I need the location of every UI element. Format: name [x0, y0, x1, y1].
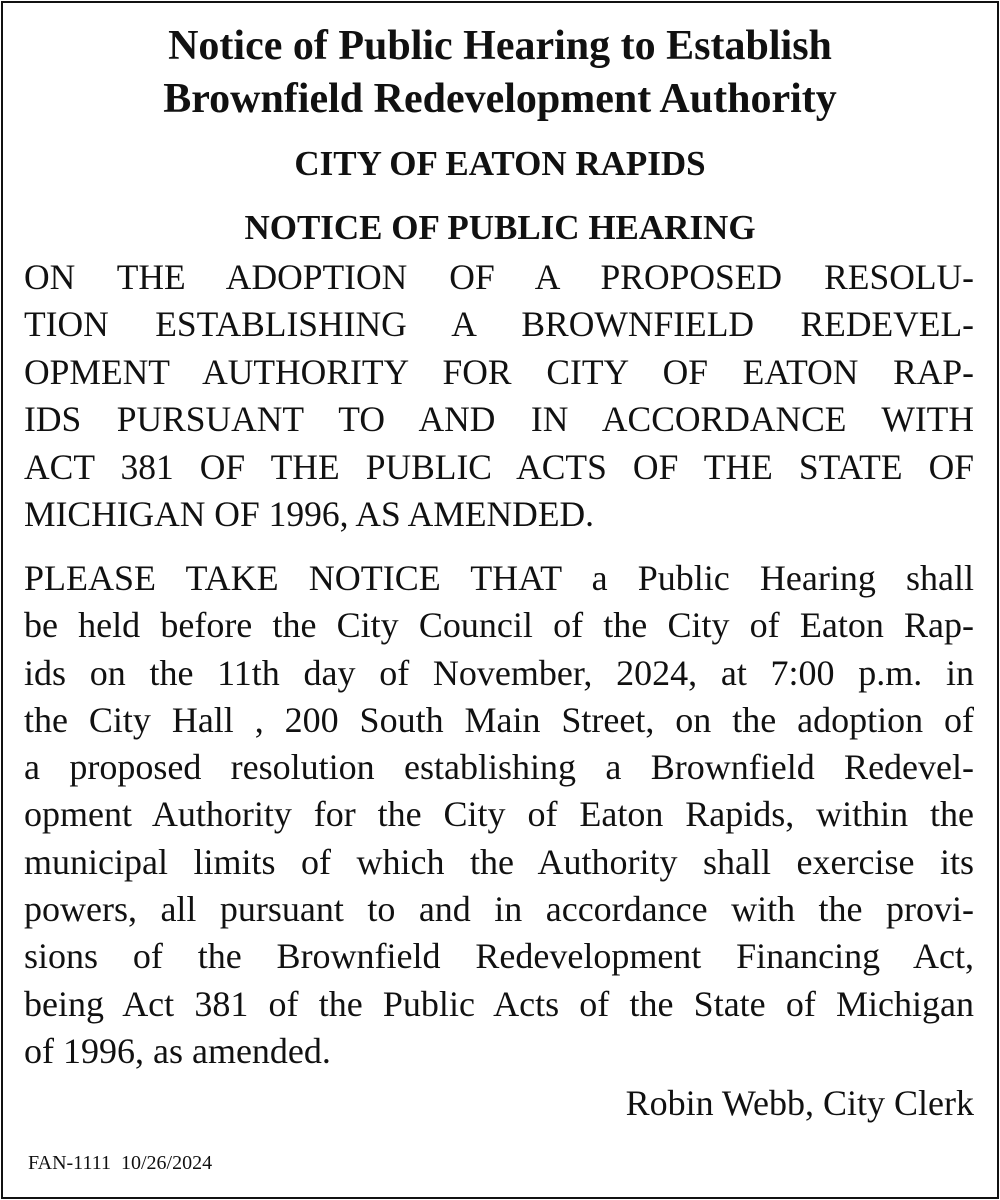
resolution-line: TION ESTABLISHING A BROWNFIELD REDEVEL- [24, 304, 974, 345]
body-line: opment Authority for the City of Eaton Rapids, within the [24, 794, 974, 835]
notice-body-paragraph [24, 555, 974, 1075]
body-line: a proposed resolution establishing a Brownfield Redevel- [24, 747, 974, 788]
body-line: ids on the 11th day of November, 2024, at 7:00 p.m. in [24, 652, 974, 693]
body-line: sions of the Brownfield Redevelopment Financing Act, [24, 936, 974, 977]
public-hearing-heading: NOTICE OF PUBLIC HEARING [244, 208, 756, 247]
body-line: the City Hall , 200 South Main Street, on the adoption of [24, 699, 974, 740]
resolution-line: MICHIGAN OF 1996, AS AMENDED. [24, 494, 595, 535]
body-line: being Act 381 of the Public Acts of the State of Michigan [24, 983, 974, 1024]
body-line: municipal limits of which the Authority shall exercise its [24, 841, 974, 882]
body-line: be held before the City Council of the City of Eaton Rap- [24, 605, 974, 646]
resolution-line: IDS PURSUANT TO AND IN ACCORDANCE WITH [24, 399, 974, 440]
resolution-line: ACT 381 OF THE PUBLIC ACTS OF THE STATE OF [24, 446, 974, 487]
resolution-line: OPMENT AUTHORITY FOR CITY OF EATON RAP- [24, 351, 974, 392]
notice-title-line-2: Brownfield Redevelopment Authority [163, 76, 837, 122]
body-line: PLEASE TAKE NOTICE THAT a Public Hearing shall [24, 558, 974, 598]
resolution-line: ON THE ADOPTION OF A PROPOSED RESOLU- [24, 257, 974, 297]
body-line: of 1996, as amended. [24, 1030, 331, 1071]
publication-code: FAN-1111 10/26/2024 [28, 1152, 213, 1174]
clerk-signature: Robin Webb, City Clerk [625, 1083, 974, 1123]
resolution-statement [24, 254, 974, 538]
city-heading: CITY OF EATON RAPIDS [294, 144, 706, 183]
notice-title-line-1: Notice of Public Hearing to Establish [168, 23, 832, 69]
body-line: powers, all pursuant to and in accordance with the provi- [24, 889, 974, 930]
